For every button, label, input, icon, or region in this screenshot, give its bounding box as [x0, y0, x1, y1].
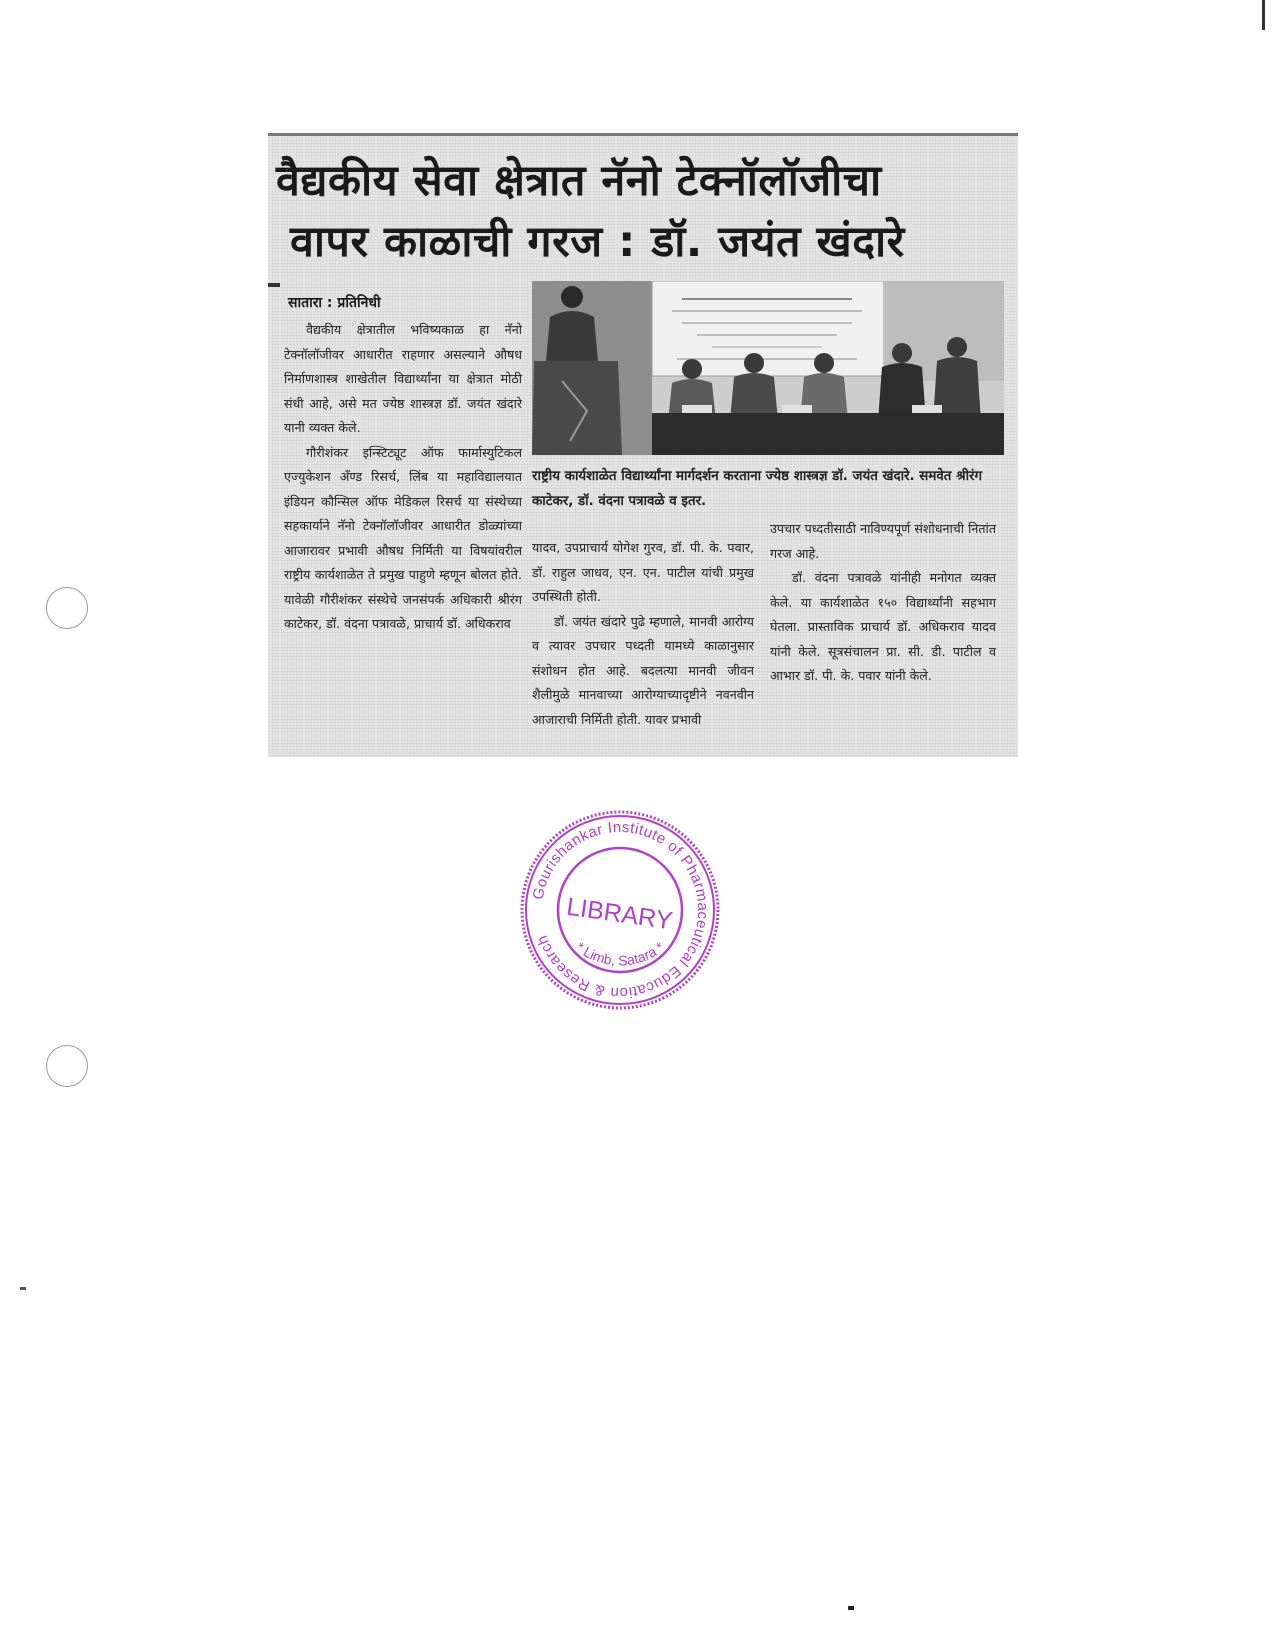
paragraph: यादव, उपप्राचार्य योगेश गुरव, डॉ. पी. के. पवार, डॉ. राहुल जाधव, एन. एन. पाटील यांची प्रमुख उपस्थिती होती. — [532, 540, 754, 604]
scan-edge — [1262, 0, 1265, 30]
stamp-seal — [518, 808, 722, 1012]
library-stamp — [518, 808, 722, 1012]
article-column-1 — [284, 318, 522, 637]
punch-hole-bottom — [46, 1045, 88, 1087]
photo-caption: राष्ट्रीय कार्यशाळेत विद्यार्थ्यांना मार्गदर्शन करताना ज्येष्ठ शास्त्रज्ञ डॉ. जयंत खंदारे. समवेत श्रीरंग काटेकर, डॉ. वंदना पत्रावळे व इतर. — [532, 469, 983, 509]
stamp-ring-text: Gourishankar Institute of Pharmaceutical Education & Research — [529, 818, 712, 1002]
paragraph: डॉ. जयंत खंदारे पुढे म्हणाले, मानवी आरोग्य व त्यावर उपचार पध्दती यामध्ये काळानुसार संशोधन होत आहे. बदलत्या मानवी जीवन शैलीमुळे मानवाच्या आरोग्याच्यादृष्टीने नवनवीन आजाराची निर्मिती होती. यावर प्रभावी — [532, 613, 754, 727]
headline-line-2: वापर काळाची गरज : डॉ. जयंत खंदारे — [290, 217, 905, 267]
headline — [276, 151, 1006, 273]
paragraph: उपचार पध्दतीसाठी नाविण्यपूर्ण संशोधनाची नितांत गरज आहे. — [770, 521, 996, 561]
event-photo — [532, 281, 1004, 455]
scan-speck — [848, 1606, 854, 1610]
event-photo-drawing — [532, 281, 1004, 455]
byline: सातारा : प्रतिनिधी — [288, 295, 381, 311]
scan-speck — [20, 1287, 26, 1290]
article-column-3 — [770, 517, 996, 689]
svg-text:* Limb, Satara * — [573, 938, 668, 968]
article-column-2 — [532, 536, 754, 732]
paragraph: वैद्यकीय क्षेत्रातील भविष्यकाळ हा नॅनो टेक्नॉलॉजीवर आधारीत राहणार असल्याने औषध निर्माणशास्त्र शाखेतील विद्यार्थ्यांना या क्षेत्रात मोठी संधी आहे, असे मत ज्येष्ठ शास्त्रज्ञ डॉ. जयंत खंदारे यानी व्यक्त केले. — [284, 322, 522, 435]
paragraph: गौरीशंकर इन्स्टिट्यूट ऑफ फार्मास्युटिकल एज्युकेशन अँण्ड रिसर्च, लिंब या महाविद्यालयात इंडियन कौन्सिल ऑफ मेडिकल रिसर्च या संस्थेच्या सहकार्याने नॅनो टेक्नॉलॉजीवर आधारीत डोळ्यांच्या आजारावर प्रभावी औषध निर्मिती या विषयांवरील राष्ट्रीय कार्यशाळेत ते प्रमुख पाहुणे म्हणून बोलत होते. यावेळी गौरीशंकर संस्थेचे जनसंपर्क अधिकारी श्रीरंग काटेकर, डॉ. वंदना पत्रावळे, प्राचार्य डॉ. अधिकराव — [284, 444, 522, 631]
headline-line-1: वैद्यकीय सेवा क्षेत्रात नॅनो टेक्नॉलॉजीचा — [276, 156, 882, 206]
stamp-center-text: LIBRARY — [564, 892, 675, 936]
stamp-bottom-text: * Limb, Satara * — [572, 938, 668, 969]
punch-hole-top — [46, 587, 88, 629]
newspaper-clipping — [268, 133, 1018, 757]
paragraph: डॉ. वंदना पत्रावळे यांनीही मनोगत व्यक्त केले. या कार्यशाळेत १५० विद्यार्थ्यांनी सहभाग घेतला. प्रास्ताविक प्राचार्य डॉ. अधिकराव यादव यांनी केले. सूत्रसंचालन प्रा. सी. डी. पाटील व आभार डॉ. पी. के. पवार यांनी केले. — [770, 570, 996, 683]
column-marker — [268, 283, 280, 287]
